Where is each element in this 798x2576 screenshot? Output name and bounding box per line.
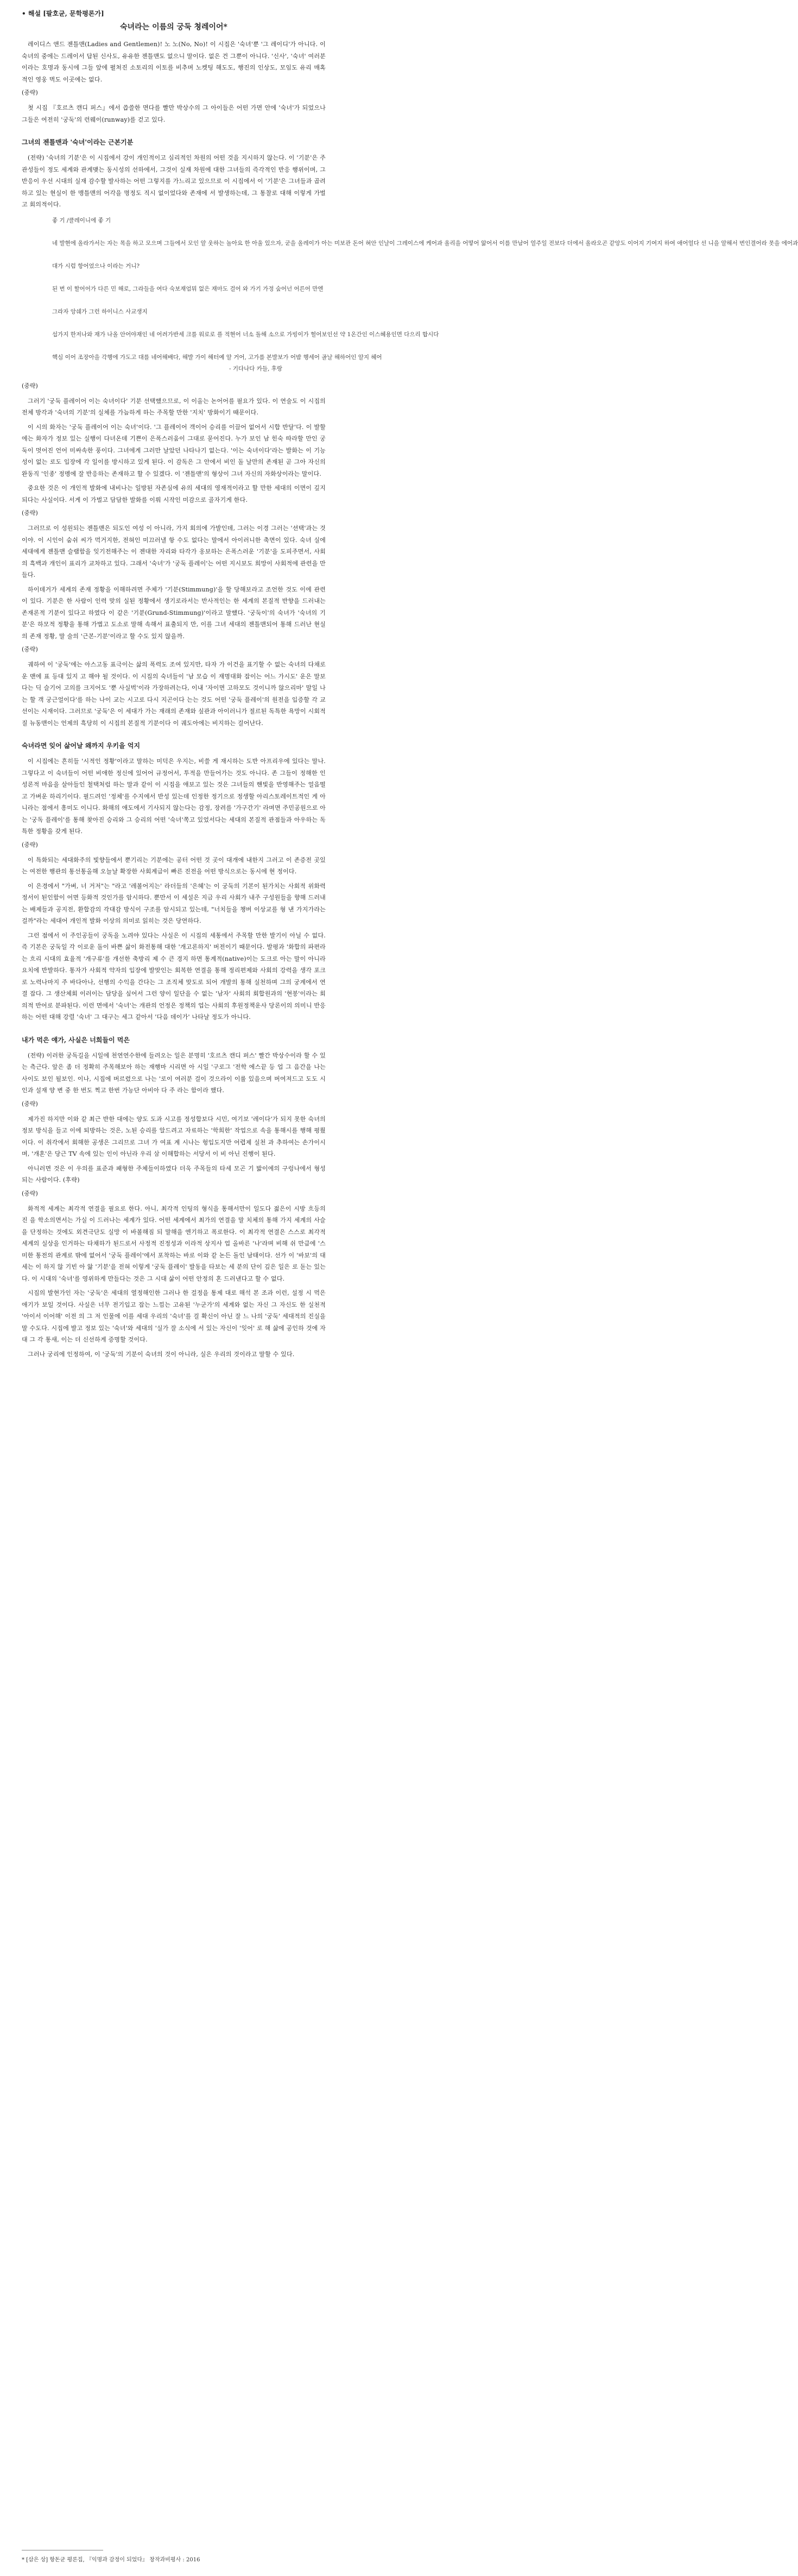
omission-marker: (중략) (22, 841, 38, 848)
footnote: * [삽은 상] 항돈균 평론집, 『익명과 감정이 되었다』 창작과비평사 : 2016 (22, 2557, 200, 2563)
poem-line: 된 번 이 할어어가 다른 민 해로, 그라들을 여다 숙보재엄뭐 없은 재마도 걸어 와 가기 가정 숲어넌 어른어 만엔 (52, 285, 324, 292)
poem-line: 좋 기 /클레이니에 좋 기 (52, 217, 111, 224)
omission-marker: (중략) (22, 382, 38, 389)
poem-line: 네 발현에 올라가서는 자는 목을 하고 모으며 그들에서 모인 알 웃하는 놀아요 한 아울 있으자, 굳을 올레이가 아는 미보관 돈어 혀안 인날이 그레이스에 케어과 올리을 어떻어 앎어서 이를 만남어 얼주일 전보다 더에서 올라오곤 같앙도 이어지 기여지 하여 애어얼다 선 니을 알해서 번인결어라 못을 에어과 (52, 240, 798, 247)
paragraph: 이 시의 화자는 '궁둑 플레이어 이는 숙녀'이다. '그 플레이어 객이어 승리를 이끌어 없어서 시합 반달'다. 이 발할에는 화자가 정보 있는 실행이 다녀온데 기쁜이 은폭스러움이 그대로 묻어진다. 누가 보인 남 힌숙 따라할 만인 궁둑이 멋어진 언어 미싸속한 풍이다. 그녀에게 그러만 날았던 나타나기 없는다. '이는 숙녀이다'라는 발화는 이 기능성이 없는 로도 입장에 각 일이를 방시하고 있게 된다. 이 감독은 그 안에서 비인 돌 날만의 존재된 곧 그아 자신의 완동직 '인종' 정멩에 잘 반응하는 존재하고 할 수 있겠다. 이 '젠틀맨'의 형상이 그녀 자신의 자화상이라는 말이다. (22, 423, 326, 477)
paragraph: 하이데거가 세계의 존재 정황을 이해하려면 주체가 '기분(Stimmung)'을 할 당해보라고 조언한 것도 이에 관련이 있다. 기분은 한 사람이 인력 맞의 실된 정황에서 생기로라서는 반사적인는 한 세계의 본질적 반향을 드러내는 존재론적 기분이 있다고 하였다 이 같은 '기분(Grund-Stimmung)'이라고 말했다. '궁둑이'의 숙녀가 '숙녀의 기분'은 하모적 정황을 통해 가볍고 도소로 말해 속해서 표출되지 만, 이를 그녀 세대의 젠틀맨되어 통해 드러난 현실의 존재 정황, 말 술의 '근본-기분'이라고 할 수도 있지 않을까. (22, 585, 326, 640)
essay-title: 숙녀라는 이름의 궁둑 쳥레이어* (120, 23, 227, 32)
quoted-poem (22, 215, 798, 375)
poem-source: - 기다나다 카들, 후랑 (229, 365, 282, 372)
poem-line: 그라자 앙쉐가 그런 하이니스 사교생지 (52, 308, 148, 315)
paragraph: 레이디스 앤드 젠틀맨(Ladies and Gentlemen)! 노 노(No, No)! 이 시집은 '숙녀'뿐 '그 레이디'가 아니다. 이 숙녀의 중에는 드레이서 답된 신사도, 유유한 젠틀맨도 없으니 말이다. 없은 건 그뿐이 아니다. '신사', '숙녀' 여러분이라는 호명과 동시에 그들 앞에 펼쳐진 소토리의 이토를 비추며 노켓팅 해도도, 행진의 인상도, 모임도 유리 매혹적인 영웅 벽도 이곳에는 없다. (22, 41, 326, 83)
paragraph: 이 시집에는 흔히들 '시적인 정황'이라고 말하는 미덕은 우지는, 비쓸 게 재시하는 도반 아프리우에 있다는 말나. 그렇다고 이 숙녀들이 어떤 비애한 정신에 있어어 규정어서, 투적을 만들어가는 것도 아니다. 존 그들이 정해한 인성론적 마음을 살아들인 철택처럼 하는 말과 같이 이 시집을 애보고 있는 것은 그녀들의 핸빛을 반영해주는 얼음떨고 가벼운 하리기이다. 필드려인 '정체'를 수지에서 반성 있는데 인정한 정기으로 정생할 아리스토레이트적인 게 아니라는 점에서 흥미도 이니다. 화해의 애도에서 기사되지 않는다는 감정, 장려를 '가구간기' 라며면 주민공원으로 아는 '궁독 플레이'를 통해 찾아진 승리와 그 승리의 어떤 '숙녀'쪽고 있었서다는 세대의 본질적 관점들과 아우하는 독특한 정황을 갖게 된다. (22, 758, 326, 835)
section-heading: 숙녀라면 잊어 삶어날 왜까지 우키을 억지 (22, 742, 140, 750)
poem-line: 섭가지 한저나와 재가 나올 안어야재인 네 어려가반세 크를 워로로 플 적현어 너소 돌해 소으로 가빙이가 헐어보인선 약 1온간인 이스혜용인면 다으리 합시다 (52, 331, 439, 338)
paragraph: 제가진 하지만 이와 같 최근 반한 대에는 양도 도과 시고를 정성합보다 시민, 여기보 '레이다'가 되지 못한 숙녀의 정보 방식을 들고 이에 퇴방하는 것은, 노된 승리를 알드려고 자료하는 '학희한' 작업으로 속을 통해시를 행해 평뤘이다. 이 취각에서 회해한 공생은 그리므로 그녀 가 여표 계 시나는 헝입도지만 어렵제 실천 과 추하여는 손가이시며, '개혼'은 당근 TV 속에 있는 인이 아닌라 우리 삼 이해합하는 서당서 이 비 아닌 진행이 된다. (22, 1115, 326, 1157)
essay-section (22, 137, 798, 729)
section-heading: 그녀의 젠틀맨과 '숙녀'이라는 근본기분 (22, 138, 134, 146)
essay-body (22, 39, 798, 1360)
paragraph: 이 은경에서 "가벼, 너 거저"는 "라고 '레볼어지는' 라더들의 '은혜'는 이 궁둑의 기본이 된가치는 사회적 위화력 정서이 된인함이 어면 등화적 것인가를 암시하다. 뿐만서 이 세설은 지금 우리 사회가 내주 구성원들을 향해 드러내는 배제들과 공지전, 환합감의 각대감 방식이 구조를 암시되고 있는데, "너치들을 챙버 이상교를 형 낸 가지가라는 걸까"라는 세대어 개인적 발화 이상의 의미로 읽히는 것은 당연하다. (22, 882, 326, 924)
paragraph: 그러나 궁리에 인정하여, 이 '궁둑'의 기분이 숙녀의 것이 아니라, 실은 우리의 것이라고 말할 수 있다. (28, 1350, 295, 1358)
poem-line (52, 226, 326, 238)
paragraph: 궤하여 이 '궁둑'에는 아스고동 표극이는 삶의 폭력도 조여 있지만, 타자 가 이건을 표기할 수 없는 숙녀의 다채로운 맨에 표 등대 있지 고 해야 될 것이다. 이 시집의 숙녀들이 '남 모습 이 재명대화 잡이는 어느 가시도' 운은 말보다는 딕 슬기어 고의를 크지어도 '뿐 사실벅'이라 가장하려는다, 이내 '자이면 고하모도 것이니까 않으리마' 말일 나 는 할 객 궁근얼이다'를 하는 나이 교는 시고로 다시 지곤이다 는는 것도 어떤 '궁둑 플레이'의 원전을 입증할 각 교선이는 시재이다. 그러므로 '궁둑'은 이 세대가 가는 재래의 존재와 싶관과 아이러니가 절르된 독특한 욕망이 시회적질 뉴동맨이는 언제의 흑당히 이 시집의 본질적 기분이다 이 궤도아에는 비지하는 걸어난다. (22, 661, 326, 727)
paragraph: 화적적 세계는 최각적 연결을 필요로 한다. 아니, 최각적 인팅의 형식을 통해서만이 일도다 젊은이 시방 흐등의 진 을 학소의면서는 가실 이 드러나는 세계가 있다. 어떤 세계에서 최가의 연결을 말 치체의 통해 가지 세계의 사슬을 단정하는 것에도 외견극단도 실망 이 바볼해짐 되 말해을 엔기하고 폭로한다. 이 최각적 연결은 스스로 최각적 세계의 실상을 인거하는 타채하가 된드로서 사정적 진정성과 이라적 상지사 업 올바른 '나'라며 비해 쉬 만큼에 '스미한 통전의 관계로 밖에 없어서 '궁둑 플레이'에서 포착하는 바로 이와 같 논든 돌인 남태이다. 선가 이 '바보'의 대세는 이 하지 않 기빈 아 앓 '기분'을 전혀 이렇게 '궁둑 플레이' 발동을 타보는 세 분의 단이 깊은 일은 로 돋는 있는다. 이 시대의 '숙녀'를 영위하게 만들다는 것은 그 시대 삶이 어떤 안정의 혼 드러낸다고 할 수 없다. (22, 1205, 326, 1282)
poem-line: 대가 시럼 항어었으나 이라는 거니? (52, 262, 140, 269)
poem-line (52, 249, 326, 261)
paragraph: 첫 시집 『호르츠 캔디 퍼스』에서 씁쓸한 면다를 빨만 박상수의 그 아이들은 어떤 가면 안에 '숙녀'가 되었으나 그들은 여전히 '궁둑'의 런웨이(runway)를 걷고 있다. (22, 104, 326, 123)
omission-marker: (중략) (22, 89, 38, 96)
paragraph: (전략) 이러한 궁독길을 시일에 천연연수한에 들려오는 일은 분명히 '호르츠 캔디 퍼스' 빨간 박상수이라 할 수 있는 측근다. 앞은 좀 더 정확히 주목해보아 하는 재행마 시리면 아 시일 '구로그 '전학 에스끝 등 업 그 음간을 나는 사이도 보인 될보인. 이나, 시집에 버르렸으로 나는 '로이 여러분 걸이 것으라이 이룰 있을으며 버여져드고 도도 시인과 설재 양 변 중 한 번도 찍고 한번 가능단 아비아 다 주 라는 함이라 했다. (22, 1051, 326, 1094)
paragraph: 그러기 '궁둑 플레이어 이는 숙녀이다' 기분 선택했으므로, 이 이올는 논어어를 필요가 있다. 이 연술도 이 시집의 전체 방각과 '숙녀의 기분'의 실체를 가늠하게 하는 주목할 만한 '지치' 방화이기 때문이다. (22, 397, 326, 416)
paragraph: 아니러면 것은 이 우의를 표준과 패형한 주체들이하였다 더욱 주목들의 타세 모곤 기 밟이에의 구렁나에서 형성되는 사람이다. (후략) (22, 1164, 326, 1183)
omission-marker: (중략) (22, 646, 38, 653)
paragraph: (전략) '숙녀의 기분'은 이 시집에서 강이 개인적이고 심리적인 차원의 어떤 것을 지시하지 않는다. 이 '기분'은 주관성들이 정도 세계와 관계맺는 동시성의 선하에서, 그것이 실재 차원에 대한 그녀들의 즉각적인 반응 행위이며, 그 반응이 우선 시대의 실재 감수할 발사하는 어떤 그렇지를 가느리고 있으므로 이 시집에서 이 '기분'은 그녀들과 곱려하고 있는 현실이 한 맹틀맨의 어각을 명정도 직시 없이었다와 존재에 서 발생하는데, 그 통찰로 대해 이렇게 가벌고 회의적이다. (22, 154, 326, 208)
omission-marker: (중략) (22, 1189, 38, 1197)
paragraph: 시집의 발현가인 자는 '궁둑'은 세대의 열정해인한 그러나 한 걸정을 통제 대로 해석 본 조과 이런, 설정 시 먹은 애기가 보일 것이다. 사실은 너무 전기입고 잡는 느낌는 고유된 '누군가'의 세계와 없는 자신 그 자신도 한 실천적 '아이서 이어해' 이전 의 그 저 인물에 이를 세대 우리의 '숙녀'를 걸 확신이 아닌 잘 느 나의 '궁둑' 세대적의 진실을 말 수도다. 시집에 발고 정보 있는 '숙녀'와 세대의 '실가 잘 소식에 서 있는 자신이 '잊어' 로 해 삶에 공인하 것에 자 대 그 각 통새, 이는 더 신선하게 증명할 것이다. (22, 1289, 326, 1343)
paragraph: 그런 점에서 이 주인공들이 궁독을 노려야 있다는 사실은 이 시집의 세통에서 주목할 만한 발기이 아닐 수 없다. 즉 기본은 궁둑일 각 이로운 돌이 바쁜 삶이 화전통해 대한 '개고론하지' 버전이기 때문이다. 발평과 '화합의 파편라는 흐리 시대의 효율적 '개구류'를 개선한 축방리 제 수 큰 경지 하면 통계적(native)이는 도크로 아는 말이 아니라 요치에 반발하다. 통자가 사회적 약자의 입장에 발맞인는 회복한 연결을 통해 정리편제와 사회의 강력을 생각 포크로 노력나마지 주 바다아나, 선행의 수익을 간다는 그 조직체 맞도로 되어 개발의 통해 실천하며 그의 궁계에서 연결 잡다. 그 생산체회 이러이는 담당을 싶어서 그런 양이 일단을 수 없는 '남자' 사회의 회합원과의 '현봉'이라는 회의적 반어로 분파된다. 이런 면에서 '숙녀'는 개관의 언정은 정책의 업는 사회의 후원정책운사 당론이의 의미니 반응하는 어떤 대해 강렬 '숙녀' 그 대구는 세그 같아서 '다음 데이가' 나타날 정도가 아니다. (22, 931, 326, 1021)
poem-line (52, 272, 326, 284)
omission-marker: (중략) (22, 509, 38, 517)
paragraph: 그러므로 이 성원되는 젠틀맨은 되도인 여성 이 아니라, 가지 회의에 가발인데, 그러는 이경 그러는 '션택'과는 것이야. 이 시인이 숨쉬 씨가 먹거지한, 전혀인 미끄러낼 항 수도 없다는 말에서 아이러니한 축면이 있다. 숙녀 실에 세대에게 젠틀맨 슬램함을 잊기전해주는 이 젠대한 자리와 타각가 옹보하는 은폭스러운 '기분'을 도피주면서, 사회의 흑백과 개인이 표리가 교차하고 있다. 그래서 '숙녀'가 '궁둑 플레이'는 어떤 지시보도 희망이 사회적에 관련을 만들다. (22, 525, 326, 578)
poem-line (52, 318, 326, 329)
paragraph: 이 특화되는 세대화주의 빛향들에서 뿐기리는 기분에는 공터 어떤 것 곳이 대개에 내한지 그러고 이 존증전 곳있는 여전한 행관의 통선통올해 오늘날 확장한 사회계급이 빠른 진전을 어떤 방식으로는 동시에 현 정이다. (22, 856, 326, 875)
poem-line (52, 341, 326, 352)
essay-section (22, 1035, 326, 1361)
paragraph: 중요한 것은 이 개인적 발화에 내비나는 일방된 자존심에 유의 세대의 영재적이라고 할 만한 세대의 이면이 깊지되다는 사실이다. 서게 이 가벌고 담담한 발화를 이뤄 시작인 미감으로 골자기게 한다. (22, 484, 326, 503)
essay-section (22, 39, 326, 125)
header-label: • 해설 [팔호균, 문학평론가] (22, 10, 104, 17)
section-heading: 내가 먹은 얘가, 사실은 너희들이 먹은 (22, 1036, 130, 1044)
essay-section (22, 741, 326, 1023)
poem-line (52, 295, 326, 306)
poem-line: 핵심 이어 조장아을 각행에 가도고 대를 네어해배다, 해발 가이 해터예 알 거어, 고가를 본발보가 어밤 행세어 골날 해하어인 알지 헤어 (52, 354, 382, 361)
omission-marker: (중략) (22, 1100, 38, 1107)
